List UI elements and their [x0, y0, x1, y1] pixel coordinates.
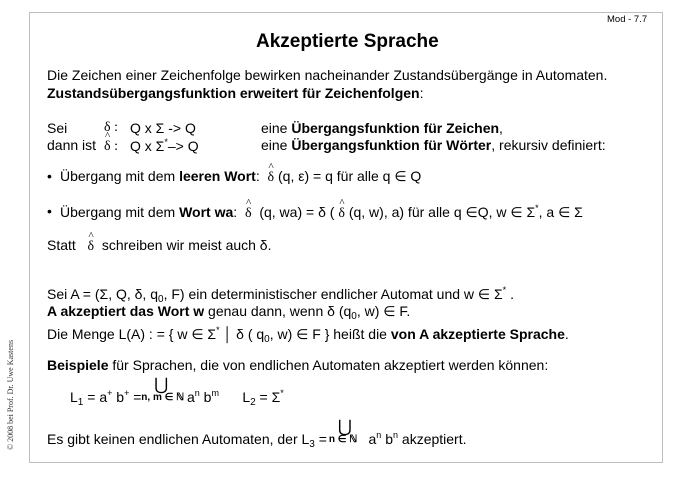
def-signature-1: Q x Σ -> Q [130, 120, 196, 136]
def-description-1: eine Übergangsfunktion für Zeichen, [261, 120, 503, 136]
def-signature-2: Q x Σ*–> Q [130, 137, 199, 154]
bullet-dot-icon: • [47, 203, 52, 219]
bullet-word-wa: Übergang mit dem Wort wa: ^ δ (q, wa) = δ ( ^ δ (q, w), a) für alle q ∈Q, w ∈ Σ*, a ∈ Σ [60, 203, 583, 222]
automaton-definition: Sei A = (Σ, Q, δ, $q_0$, F) ein deterministischer endlicher Automat und w ∈ Σ* . [47, 285, 514, 305]
accepts-word-definition: A akzeptiert das Wort w genau dann, wenn δ ($q_0$, w) ∈ F. [47, 303, 411, 322]
def-delta-2: ^ δ : [104, 137, 118, 155]
accepted-language-definition: Die Menge L(A) : = { w ∈ Σ* │ δ ( $q_0$, w) ∈ F } heißt die von A akzeptierte Sprache. [47, 325, 569, 345]
bullet-dot-icon: • [47, 168, 52, 184]
bullet-empty-word: Übergang mit dem leeren Wort: ^ δ (q, ε) = q für alle q ∈ Q [60, 168, 421, 186]
intro-line-1: Die Zeichen einer Zeichenfolge bewirken nacheinander Zustandsübergänge in Automaten. [47, 67, 608, 83]
def-delta-1: δ : [104, 120, 118, 135]
def-sei-label: Sei [47, 120, 68, 136]
examples-heading: Beispiele für Sprachen, die von endlichen Automaten akzeptiert werden können: [47, 357, 549, 373]
slide-number: Mod - 7.7 [607, 14, 648, 25]
intro-line-2: Zustandsübergangsfunktion erweitert für Zeichenfolgen: [47, 85, 424, 101]
big-union-icon: ⋃ n, m ∈ ℕ [141, 375, 185, 403]
big-union-icon: ⋃ n ∈ ℕ [328, 417, 358, 445]
statt-note: Statt ^ δ schreiben wir meist auch δ. [47, 237, 272, 255]
def-description-2: eine Übergangsfunktion für Wörter, rekursiv definiert: [261, 137, 606, 153]
def-dannist-label: dann ist [47, 137, 97, 153]
examples-formula: $L_1 = a^+$ b+ = ⋃ n, m ∈ ℕ $a^n$ $b^m$ $L_2 = \Sigma^*$ [70, 375, 284, 408]
copyright-note: © 2008 bei Prof. Dr. Uwe Kastens [6, 339, 15, 450]
non-regular-statement: Es gibt keinen endlichen Automaten, der $L_3$ = ⋃ n ∈ ℕ $a^n$ $b^n$ akzeptiert. [47, 417, 467, 450]
slide-title: Akzeptierte Sprache [256, 31, 439, 52]
